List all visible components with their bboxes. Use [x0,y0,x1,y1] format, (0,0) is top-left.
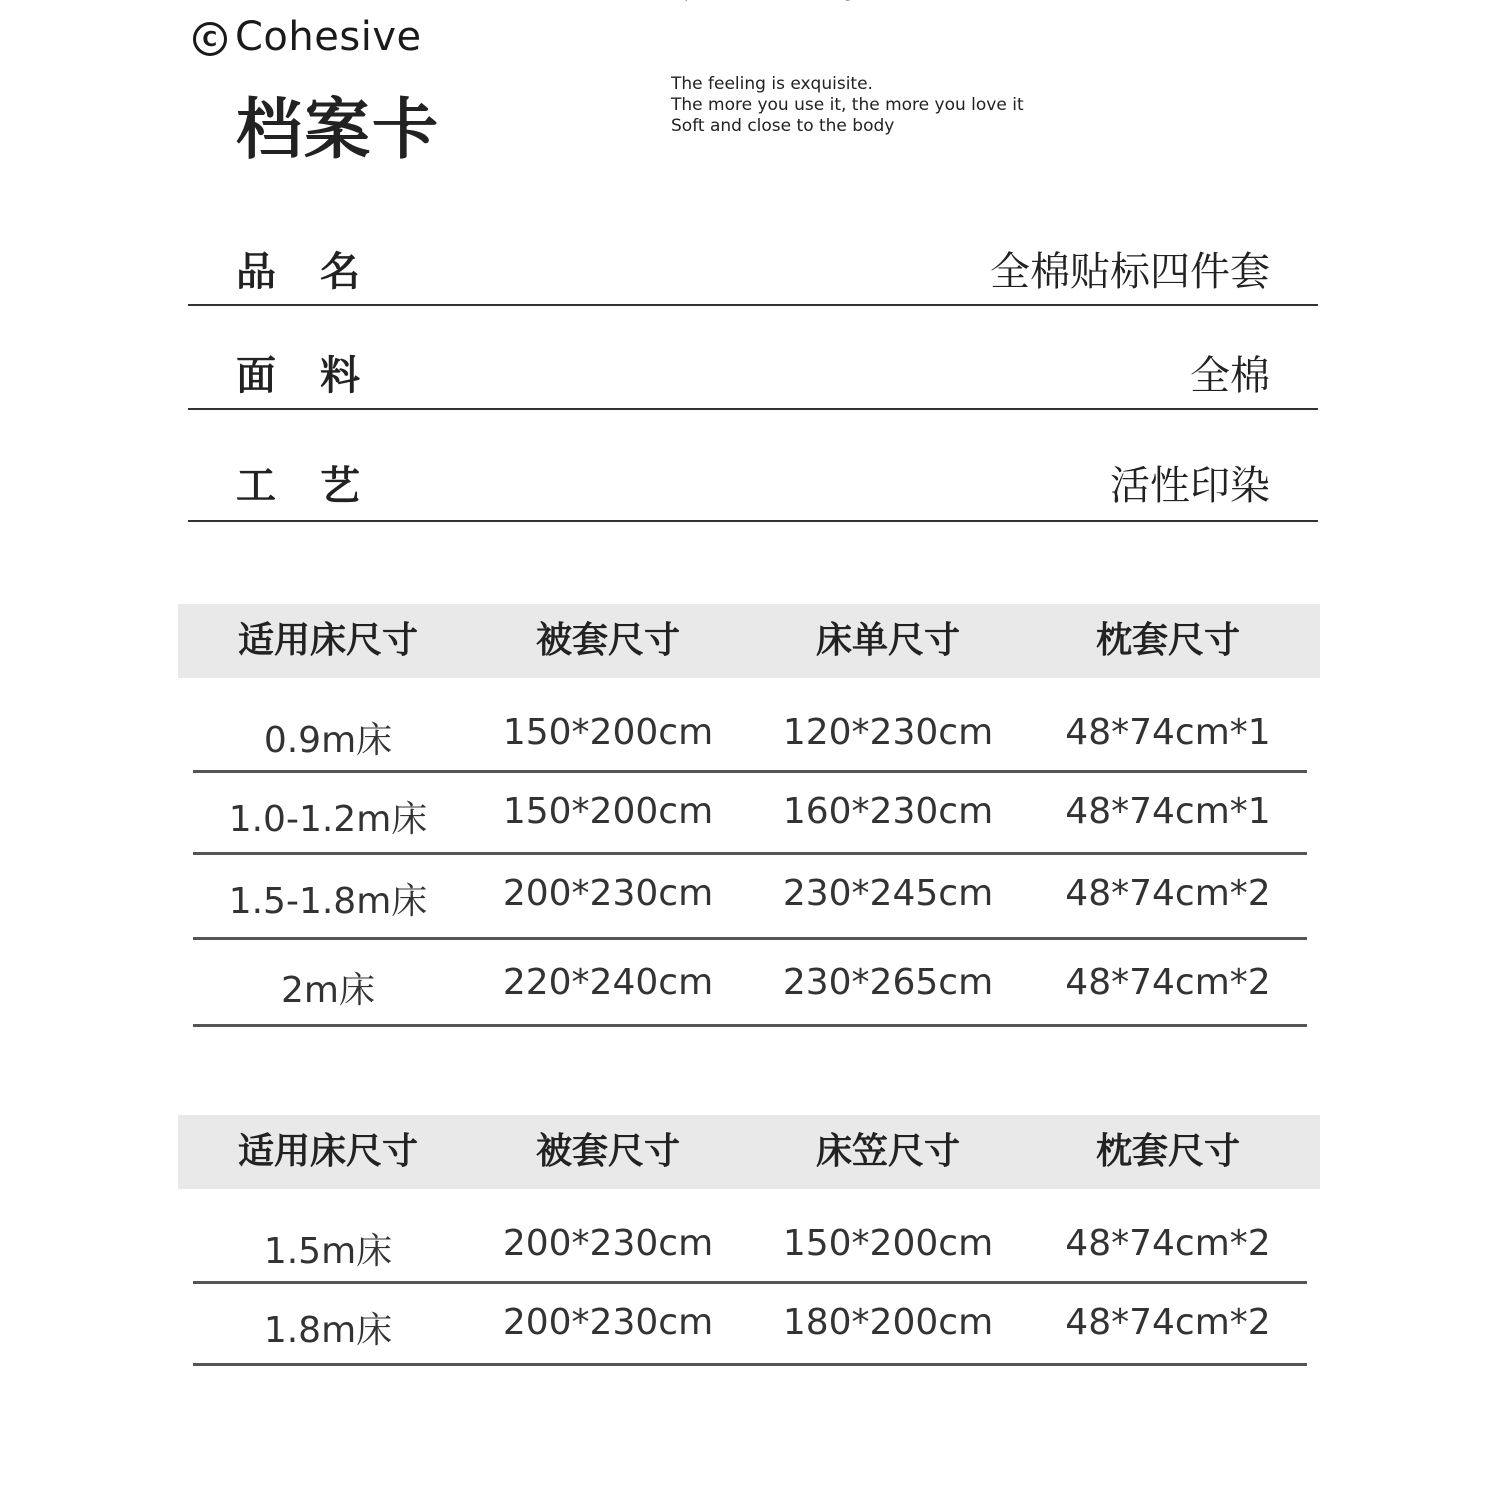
cell-duvet-size: 150*200cm [502,712,714,753]
header-bed-size: 适用床尺寸 [237,620,418,661]
info-row-craft [188,438,1318,522]
brand-name: Cohesive [235,14,422,60]
cell-fitted-sheet-size: 150*200cm [782,1223,994,1264]
info-label: 品名 [236,249,404,295]
cell-duvet-size: 220*240cm [502,962,714,1003]
tag-repeated [668,0,740,1]
info-label: 面料 [236,353,404,399]
info-value: 全棉 [1190,353,1270,399]
table-row [193,940,1307,1027]
header-sheet-size: 床单尺寸 [815,620,960,661]
table-header [178,604,1320,678]
cell-sheet-size: 120*230cm [782,712,994,753]
copyright-icon: C [193,22,227,56]
tag-coverage [789,0,863,1]
cell-sheet-size: 230*245cm [782,873,994,914]
cell-bed-size: 1.5-1.8m床 [228,881,428,922]
header-bed-size: 适用床尺寸 [237,1131,418,1172]
cell-pillowcase-size: 48*74cm*2 [1065,1223,1271,1264]
table-row [193,1205,1307,1284]
cell-bed-size: 2m床 [281,970,375,1011]
cell-duvet-size: 200*230cm [502,1223,714,1264]
header-duvet-size: 被套尺寸 [535,620,680,661]
cell-bed-size: 1.0-1.2m床 [228,799,428,840]
page-title: 档案卡 [236,91,440,168]
cell-duvet-size: 150*200cm [502,791,714,832]
header-duvet-size: 被套尺寸 [535,1131,680,1172]
cell-bed-size: 0.9m床 [263,720,393,761]
table-row [193,1284,1307,1366]
info-label: 工艺 [236,463,404,509]
cell-pillowcase-size: 48*74cm*1 [1065,791,1271,832]
table-row [193,694,1307,773]
table-row [193,855,1307,940]
header-pillowcase-size: 枕套尺寸 [1095,620,1240,661]
cell-fitted-sheet-size: 180*200cm [782,1302,994,1343]
slogan-line-2: The more you use it, the more you love it [671,95,1024,115]
slogan-line-1: The feeling is exquisite. [671,74,873,94]
cell-pillowcase-size: 48*74cm*2 [1065,873,1271,914]
info-row-fabric [188,334,1318,410]
size-table-flat-sheet [178,604,1320,1028]
table-row [193,773,1307,855]
cell-pillowcase-size: 48*74cm*2 [1065,1302,1271,1343]
table-header [178,1115,1320,1189]
cell-bed-size: 1.8m床 [263,1310,393,1351]
tag-hair-loss [916,0,983,1]
cell-pillowcase-size: 48*74cm*2 [1065,962,1271,1003]
cell-sheet-size: 160*230cm [782,791,994,832]
brand-logo [193,14,422,60]
cell-duvet-size: 200*230cm [502,873,714,914]
cell-duvet-size: 200*230cm [502,1302,714,1343]
info-value: 全棉贴标四件套 [990,249,1270,295]
size-table-fitted-sheet [178,1115,1320,1367]
info-value: 活性印染 [1110,463,1270,509]
cell-bed-size: 1.5m床 [263,1231,393,1272]
cell-sheet-size: 230*265cm [782,962,994,1003]
info-row-product-name [188,230,1318,306]
slogan [671,74,1024,137]
header-pillowcase-size: 枕套尺寸 [1095,1131,1240,1172]
header-fitted-sheet-size: 床笠尺寸 [815,1131,960,1172]
cell-pillowcase-size: 48*74cm*1 [1065,712,1271,753]
slogan-line-3: Soft and close to the body [671,116,895,136]
